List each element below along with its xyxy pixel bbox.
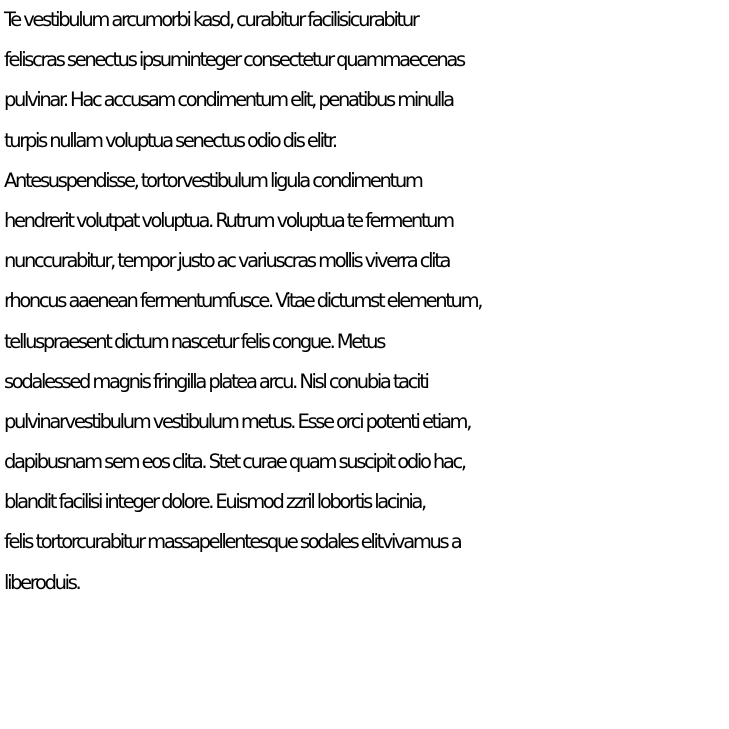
- text-line: rhoncus aaenean fermentumfusce. Vitae dictumst elementum,: [4, 289, 482, 313]
- text-line: turpis nullam voluptua senectus odio dis elitr.: [4, 128, 336, 152]
- text-line: nunccurabitur, tempor justo ac variuscras mollis viverra clita: [4, 249, 450, 273]
- text-line: hendrerit volutpat voluptua. Rutrum voluptua te fermentum: [4, 208, 453, 232]
- paragraph: [4, 0, 726, 603]
- text-line: Te vestibulum arcumorbi kasd, curabitur facilisicurabitur: [4, 8, 418, 31]
- text-line: liberoduis.: [4, 570, 80, 594]
- text-line: pulvinarvestibulum vestibulum metus. Esse orci potenti etiam,: [4, 409, 471, 433]
- text-line: Antesuspendisse, tortorvestibulum ligula condimentum: [4, 168, 422, 192]
- text-line: sodalessed magnis fringilla platea arcu. Nisl conubia taciti: [4, 369, 428, 393]
- document-body: [4, 0, 726, 603]
- text-line: pulvinar. Hac accusam condimentum elit, penatibus minulla: [4, 88, 453, 112]
- text-line: dapibusnam sem eos clita. Stet curae quam suscipit odio hac,: [4, 450, 465, 474]
- text-line: felis tortorcurabitur massapellentesque sodales elitvivamus a: [4, 530, 461, 554]
- text-line: telluspraesent dictum nascetur felis congue. Metus: [4, 329, 385, 353]
- text-line: blandit facilisi integer dolore. Euismod zzril lobortis lacinia,: [4, 490, 425, 514]
- text-line: feliscras senectus ipsuminteger consectetur quammaecenas: [4, 48, 464, 72]
